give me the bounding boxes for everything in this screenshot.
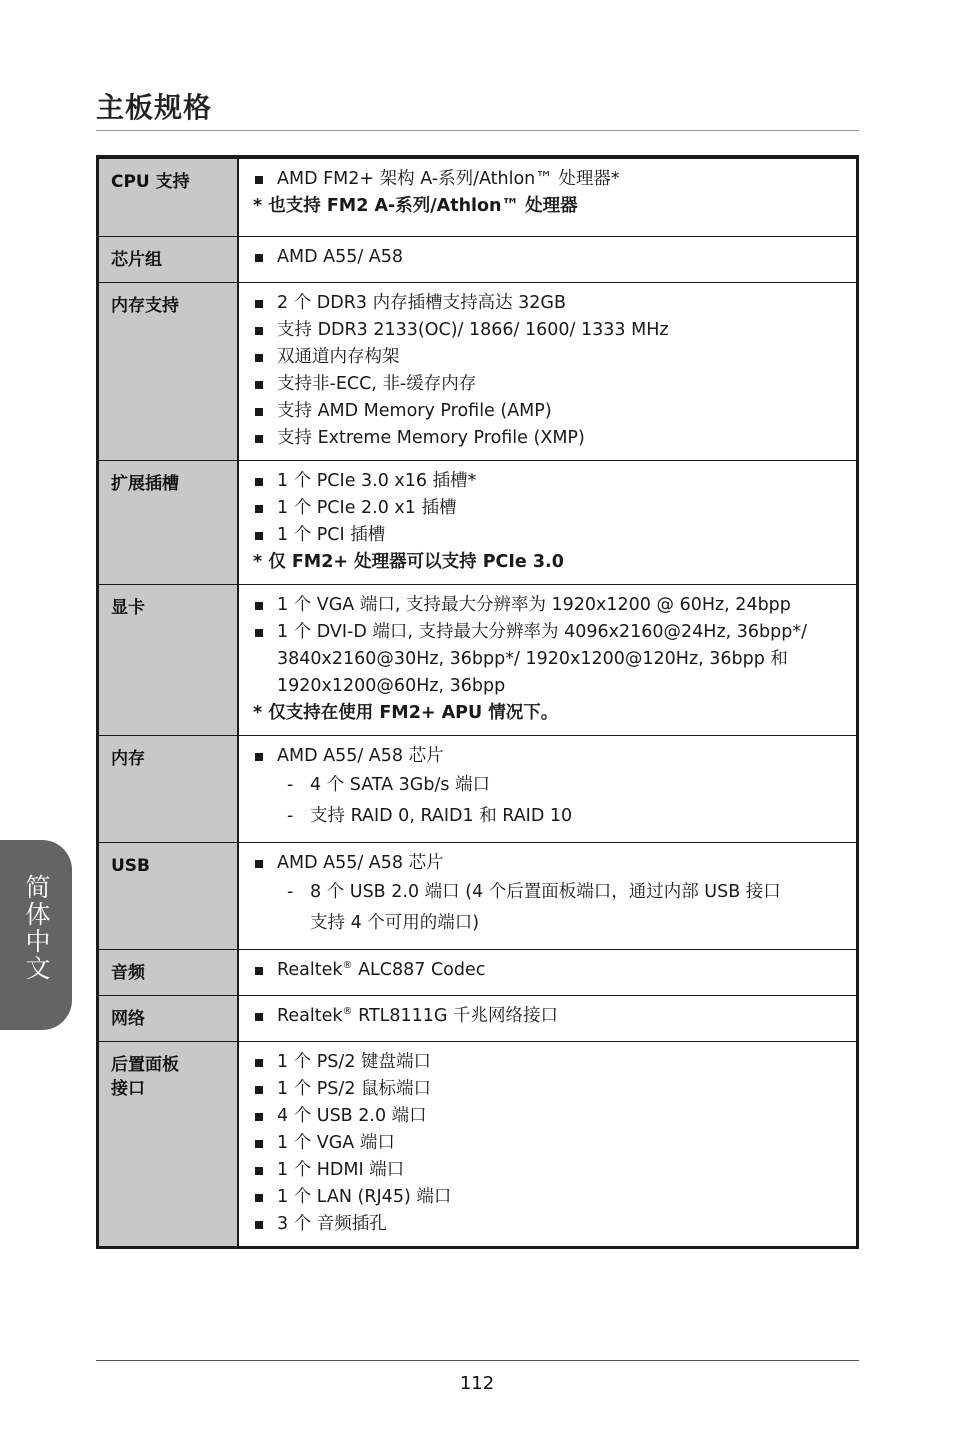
row-label-line: 接口 [111, 1078, 145, 1099]
footer-divider [96, 1360, 859, 1361]
list-item: 1 个 PS/2 键盘端口 [253, 1049, 848, 1076]
sub-item: - 8 个 USB 2.0 端口 (4 个后置面板端口，通过内部 USB 接口 [253, 877, 848, 908]
list-item: 支持 Extreme Memory Profile (XMP) [253, 425, 848, 452]
row-label: 扩展插槽 [98, 460, 239, 584]
row-value [238, 157, 858, 236]
row-label: 芯片组 [98, 236, 239, 282]
row-value [238, 842, 858, 949]
page-number: 112 [459, 1373, 495, 1394]
table-row [98, 157, 858, 236]
table-row [98, 236, 858, 282]
row-label: 显卡 [98, 584, 239, 735]
row-value [238, 995, 858, 1041]
list-item: 支持非-ECC, 非-缓存内存 [253, 371, 848, 398]
table-row [98, 1041, 858, 1247]
registered-mark: ® [342, 959, 353, 971]
row-value [238, 949, 858, 995]
row-label: USB [98, 842, 239, 949]
product-name: RTL8111G 千兆网络接口 [352, 1005, 559, 1026]
row-label [98, 1041, 239, 1247]
footnote: * 仅 FM2+ 处理器可以支持 PCIe 3.0 [253, 551, 564, 572]
sub-item: - 支持 RAID 0, RAID1 和 RAID 10 [253, 801, 848, 832]
footnote: * 仅支持在使用 FM2+ APU 情况下。 [253, 702, 559, 723]
table-row [98, 735, 858, 842]
row-value [238, 236, 858, 282]
language-side-tab [0, 840, 72, 1030]
footnote: * 也支持 FM2 A-系列/Athlon™ 处理器 [253, 196, 578, 216]
row-label: 内存 [98, 735, 239, 842]
list-item: AMD FM2+ 架构 A-系列/Athlon™ 处理器* [253, 166, 848, 193]
row-label-line: 后置面板 [111, 1054, 179, 1075]
spec-table [96, 155, 859, 1249]
title-divider [96, 130, 859, 131]
list-item: 1 个 LAN (RJ45) 端口 [253, 1184, 848, 1211]
list-item: 4 个 USB 2.0 端口 [253, 1103, 848, 1130]
row-value [238, 282, 858, 460]
table-row [98, 995, 858, 1041]
row-label: 内存支持 [98, 282, 239, 460]
list-item: 1 个 VGA 端口, 支持最大分辨率为 1920x1200 @ 60Hz, 24bpp [253, 592, 848, 619]
list-item: 双通道内存构架 [253, 344, 848, 371]
list-item: 1 个 DVI-D 端口, 支持最大分辨率为 4096x2160@24Hz, 36bpp*/ 3840x2160@30Hz, 36bpp*/ 1920x1200@120Hz, 36bpp 和 1920x1200@60Hz, 36bpp [253, 619, 848, 700]
side-tab-label: 简体中文 [22, 874, 51, 982]
list-item: AMD A55/ A58 [253, 244, 848, 271]
table-row [98, 282, 858, 460]
row-label: 网络 [98, 995, 239, 1041]
list-item: 1 个 PS/2 鼠标端口 [253, 1076, 848, 1103]
table-row [98, 584, 858, 735]
brand-name: Realtek [277, 1005, 343, 1026]
list-item: 1 个 PCIe 2.0 x1 插槽 [253, 495, 848, 522]
list-item [253, 1003, 848, 1030]
row-value [238, 1041, 858, 1247]
registered-mark: ® [342, 1005, 353, 1017]
list-item: 1 个 HDMI 端口 [253, 1157, 848, 1184]
table-row [98, 842, 858, 949]
sub-item: - 4 个 SATA 3Gb/s 端口 [253, 770, 848, 801]
list-item: AMD A55/ A58 芯片 [253, 743, 848, 770]
row-value [238, 460, 858, 584]
list-item: AMD A55/ A58 芯片 [253, 850, 848, 877]
list-item: 1 个 PCI 插槽 [253, 522, 848, 549]
row-value [238, 584, 858, 735]
list-item [253, 957, 848, 984]
list-item: 支持 DDR3 2133(OC)/ 1866/ 1600/ 1333 MHz [253, 317, 848, 344]
row-label: 音频 [98, 949, 239, 995]
list-item: 1 个 PCIe 3.0 x16 插槽* [253, 468, 848, 495]
row-value [238, 735, 858, 842]
product-name: ALC887 Codec [352, 959, 486, 980]
table-row [98, 949, 858, 995]
list-item: 1 个 VGA 端口 [253, 1130, 848, 1157]
row-label: CPU 支持 [98, 157, 239, 236]
list-item: 2 个 DDR3 内存插槽支持高达 32GB [253, 290, 848, 317]
page-title: 主板规格 [96, 91, 213, 124]
table-row [98, 460, 858, 584]
brand-name: Realtek [277, 959, 343, 980]
list-item: 3 个 音频插孔 [253, 1211, 848, 1238]
list-item: 支持 AMD Memory Profile (AMP) [253, 398, 848, 425]
sub-item-continued: 支持 4 个可用的端口) [310, 912, 480, 933]
